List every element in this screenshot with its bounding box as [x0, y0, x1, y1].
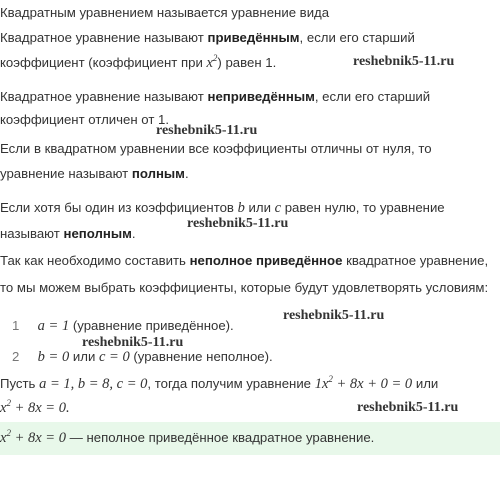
- math-part: + 8x + 0 = 0: [332, 376, 413, 392]
- text: Если хотя бы один из коэффициентов: [0, 200, 238, 215]
- text: (уравнение приведённое).: [69, 318, 234, 333]
- term-reduced: приведённым: [207, 30, 300, 45]
- math-condition: c = 0: [98, 349, 130, 365]
- text: — неполное приведённое квадратное уравнение.: [65, 430, 375, 445]
- math-c: c: [274, 200, 282, 216]
- math-condition: b = 0: [37, 349, 70, 365]
- watermark: reshebnik5-11.ru: [353, 54, 455, 69]
- list-number: 2: [12, 349, 20, 364]
- text: .: [131, 226, 136, 241]
- text: Квадратное уравнение называют: [0, 30, 208, 45]
- math-x2: $x^2$: [206, 53, 218, 71]
- watermark: reshebnik5-11.ru: [187, 216, 289, 231]
- text: равен нулю, то уравнение: [281, 200, 445, 215]
- text: коэффициент (коэффициент при: [0, 55, 207, 70]
- math-part: x: [0, 430, 7, 446]
- text: Если в квадратном уравнении все коэффициенты отличны от нуля, то: [0, 141, 432, 156]
- text: (уравнение неполное).: [129, 349, 273, 364]
- list-number: 1: [12, 318, 20, 333]
- unreduced-def-line-1: [0, 89, 430, 104]
- math-equation: $1x^2 + 8x + 0 = 0$: [314, 374, 413, 392]
- example-line-2: [0, 400, 70, 417]
- incomplete-def-line-1: [0, 200, 445, 217]
- math-part: x: [0, 400, 7, 416]
- text: Квадратное уравнение называют: [0, 89, 208, 104]
- text: , если его старший: [299, 30, 415, 45]
- term-incomplete-reduced: неполное приведённое: [189, 253, 343, 268]
- text: ) равен 1.: [217, 55, 277, 70]
- text: коэффициент отличен от 1.: [0, 112, 170, 127]
- text: , тогда получим уравнение: [147, 376, 315, 391]
- text: то мы можем выбрать коэффициенты, которые будут удовлетворять условиям:: [0, 280, 489, 295]
- math-b: b: [237, 200, 245, 216]
- text: или: [412, 376, 439, 391]
- choice-line-2: [0, 280, 488, 295]
- complete-def-line-1: [0, 141, 432, 156]
- incomplete-def-line-2: [0, 226, 136, 241]
- list-item: [12, 318, 234, 335]
- text: .: [184, 166, 189, 181]
- text: Пусть: [0, 376, 40, 391]
- text: или: [244, 200, 275, 215]
- text: называют: [0, 226, 64, 241]
- term-incomplete: неполным: [63, 226, 132, 241]
- list-item: [12, 349, 273, 366]
- choice-line-1: [0, 253, 488, 268]
- result-line: [0, 430, 374, 447]
- text: Так как необходимо составить: [0, 253, 190, 268]
- watermark: reshebnik5-11.ru: [156, 123, 258, 138]
- math-part: + 8x = 0: [10, 430, 66, 446]
- example-line-1: [0, 376, 438, 393]
- math-condition: a = 1: [37, 318, 70, 334]
- math-coefficients: a = 1, b = 8, c = 0: [39, 376, 148, 392]
- math-part: + 8x = 0.: [10, 400, 70, 416]
- reduced-def-line-1: [0, 30, 415, 45]
- complete-def-line-2: [0, 166, 189, 181]
- unreduced-def-line-2: [0, 112, 169, 127]
- reduced-def-line-2: [0, 55, 276, 72]
- math-equation: $x^2 + 8x = 0$.: [0, 398, 70, 416]
- definition-text: Квадратным уравнением называется уравнение вида: [0, 5, 330, 20]
- definition-line: [0, 5, 329, 20]
- term-unreduced: неприведённым: [207, 89, 315, 104]
- watermark: reshebnik5-11.ru: [357, 400, 459, 415]
- text: уравнение называют: [0, 166, 132, 181]
- math-result: $x^2 + 8x = 0$: [0, 428, 66, 446]
- text: или: [69, 349, 99, 364]
- text: квадратное уравнение,: [342, 253, 489, 268]
- term-complete: полным: [131, 166, 185, 181]
- math-part: 1x: [314, 376, 329, 392]
- watermark: reshebnik5-11.ru: [283, 308, 385, 323]
- watermark: reshebnik5-11.ru: [82, 335, 184, 350]
- text: , если его старший: [314, 89, 431, 104]
